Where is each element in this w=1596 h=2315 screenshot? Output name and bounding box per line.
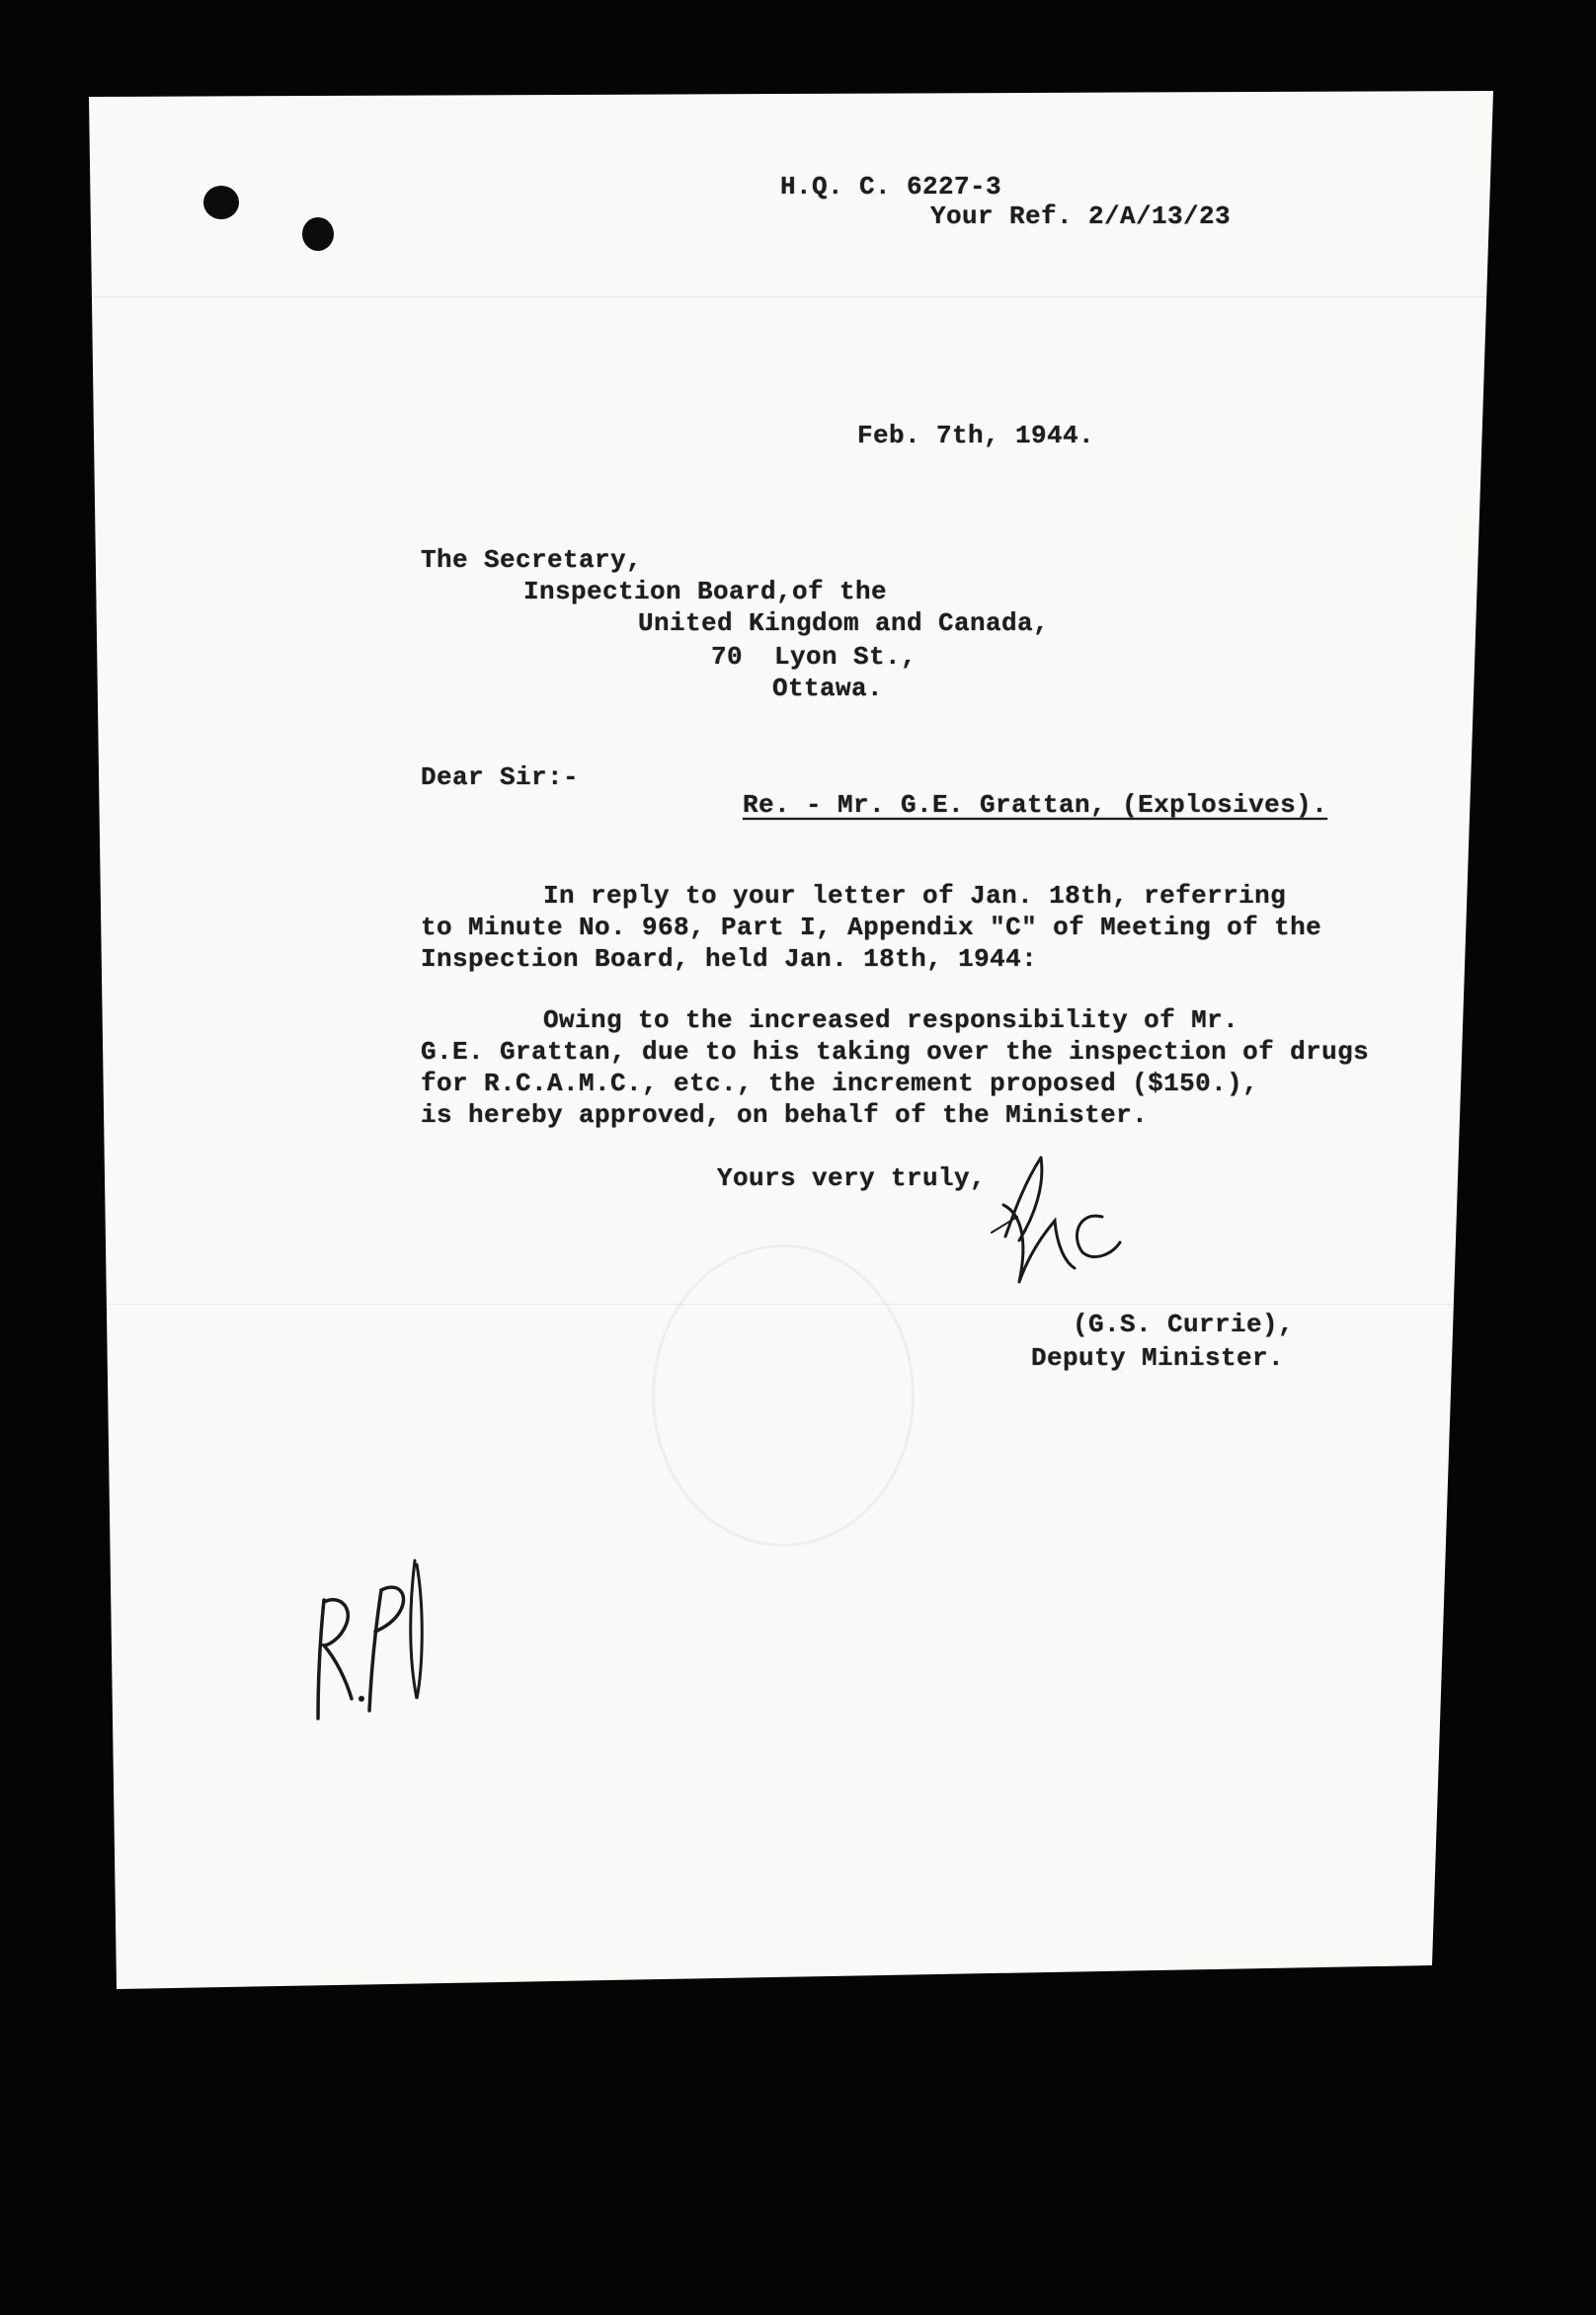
paragraph-line: Owing to the increased responsibility of Mr.	[543, 1005, 1239, 1035]
handwritten-initials-note	[306, 1551, 444, 1738]
subject-line: Re. - Mr. G.E. Grattan, (Explosives).	[743, 790, 1328, 820]
paragraph-line: Inspection Board, held Jan. 18th, 1944:	[421, 944, 1038, 974]
signatory-title: Deputy Minister.	[1031, 1343, 1285, 1373]
paragraph-line: G.E. Grattan, due to his taking over the inspection of drugs	[421, 1037, 1370, 1067]
file-reference: H.Q. C. 6227-3	[780, 172, 1002, 201]
paragraph-line: for R.C.A.M.C., etc., the increment proposed ($150.),	[421, 1069, 1259, 1098]
address-line: Inspection Board,of the	[523, 577, 888, 606]
paragraph-line: to Minute No. 968, Part I, Appendix "C" of Meeting of the	[421, 913, 1322, 942]
your-reference: Your Ref. 2/A/13/23	[930, 201, 1232, 231]
ink-blot	[203, 186, 239, 219]
paragraph-line: In reply to your letter of Jan. 18th, referring	[543, 881, 1287, 911]
address-line: United Kingdom and Canada,	[638, 608, 1050, 638]
address-line: Ottawa.	[772, 674, 884, 703]
address-line: The Secretary,	[421, 545, 643, 575]
address-line: 70 Lyon St.,	[711, 642, 918, 672]
paragraph-line: is hereby approved, on behalf of the Minister.	[421, 1100, 1149, 1130]
faint-seal-watermark	[652, 1244, 915, 1547]
scan-line	[0, 296, 1596, 297]
letter-date: Feb. 7th, 1944.	[857, 421, 1095, 450]
salutation: Dear Sir:-	[421, 762, 580, 792]
signature-initials	[984, 1146, 1142, 1294]
ink-blot	[302, 217, 334, 251]
signatory-name: (G.S. Currie),	[1073, 1310, 1295, 1339]
closing: Yours very truly,	[717, 1163, 987, 1193]
